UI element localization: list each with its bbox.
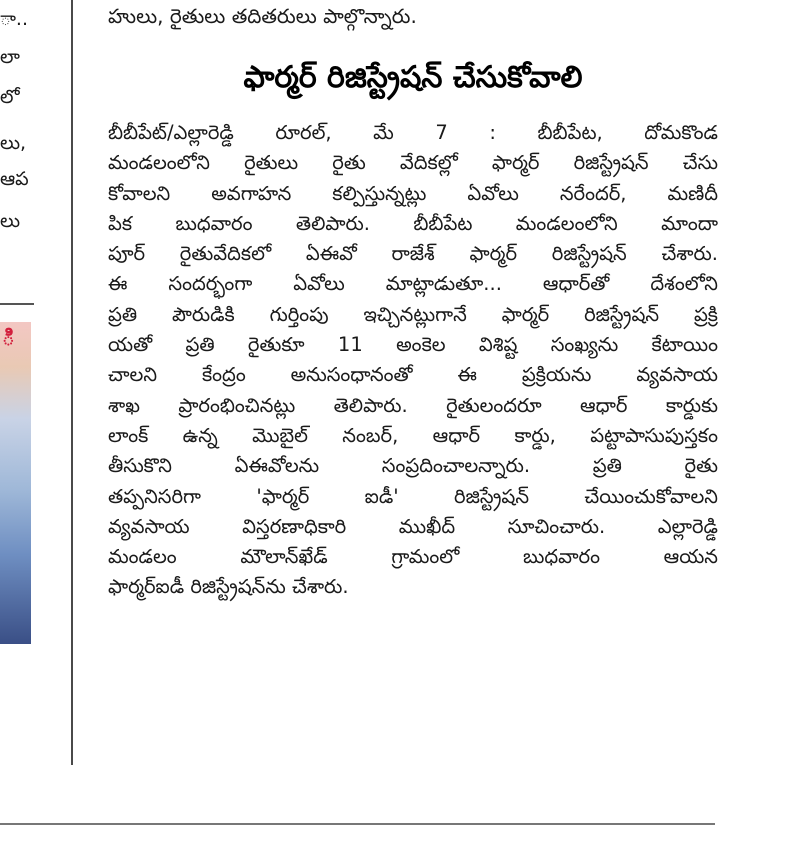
article-body-line: బీబీపేట్/ఎల్లారెడ్డి రూరల్, మే 7 : బీబీపేట, దోమకొండ [108,121,718,144]
bottom-divider [0,823,715,825]
article-body-line: మండలం మౌలాన్‌ఖేడ్ గ్రామంలో బుధవారం ఆయన [108,545,718,569]
article-body-line: యతో ప్రతి రైతుకూ 11 అంకెల విశిష్ట సంఖ్యను కేటాయిం [108,333,718,357]
article-body-line: పిక బుధవారం తెలిపారు. బీబీపేట మండలంలోని మాందా [108,211,718,235]
photo-text-fragment: ి [2,326,15,351]
article-body-line: వ్యవసాయ విస్తరణాధికారి ముఖీద్ సూచించారు. ఎల్లారెడ్డి [108,514,718,538]
adjacent-article-fragment [0,0,58,760]
article-body-line: ఈ సందర్భంగా ఏవోలు మాట్లాడుతూ... ఆధార్‌తో దేశంలోని [108,272,718,296]
adjacent-text-line: లా [0,46,20,68]
previous-article-tail: హులు, రైతులు తదితరులు పాల్గొన్నారు. [108,4,417,28]
article-headline: ఫార్మర్ రిజిస్ట్రేషన్ చేసుకోవాలి [243,60,583,95]
adjacent-divider [0,303,34,305]
adjacent-text-line: లు [0,210,21,232]
article-body-line: శాఖ ప్రారంభించినట్లు తెలిపారు. రైతులందరూ ఆధార్ కార్డుకు [108,393,718,417]
article-body [108,118,718,603]
adjacent-text-line: లో [0,86,20,108]
article-body-line: లాంక్ ఉన్న మొబైల్ నంబర్, ఆధార్ కార్డు, పట్టాపాసుపుస్తకం [108,423,718,447]
adjacent-text-line: ా.. [0,8,29,30]
article-body-line: కోవాలని అవగాహన కల్పిస్తున్నట్లు ఏవోలు నరేందర్, మణిదీ [108,181,718,205]
adjacent-text-line: లు, [0,132,27,154]
article-body-line: మండలంలోని రైతులు రైతు వేదికల్లో ఫార్మర్ రిజిస్ట్రేషన్ చేసు [108,151,718,175]
article-body-line: చాలని కేంద్రం అనుసంధానంతో ఈ ప్రక్రియను వ్యవసాయ [108,363,718,387]
article-body-line: ప్రతి పౌరుడికి గుర్తింపు ఇచ్చినట్లుగానే ఫార్మర్ రిజిస్ట్రేషన్ ప్రక్రి [108,302,718,326]
column-divider [71,0,73,765]
article-body-line: తీసుకొని ఏఈవోలను సంప్రదించాలన్నారు. ప్రతి రైతు [108,454,718,478]
adjacent-photo-crop [0,322,31,644]
adjacent-text-line: ఆప [0,168,29,190]
article-body-line: పూర్ రైతువేదికలో ఏఈవో రాజేశ్ ఫార్మర్ రిజిస్ట్రేషన్ చేశారు. [108,242,718,266]
article-body-line: ఫార్మర్‌ఐడీ రిజిస్ట్రేషన్‌ను చేశారు. [108,575,349,599]
article-body-line: తప్పనిసరిగా 'ఫార్మర్ ఐడీ' రిజిస్ట్రేషన్ చేయించుకోవాలని [108,484,718,508]
